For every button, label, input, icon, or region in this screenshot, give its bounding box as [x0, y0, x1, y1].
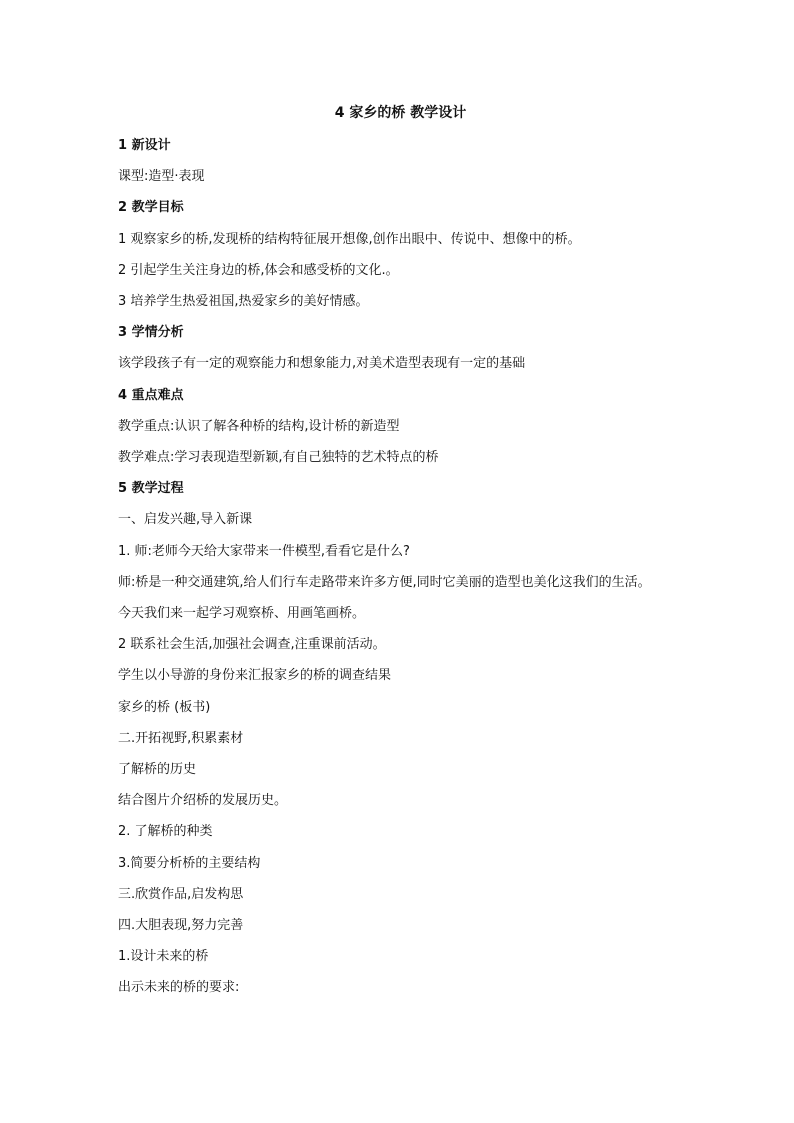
process-item-4-1: 1.设计未来的桥	[118, 949, 209, 965]
process-step-4: 四.大胆表现,努力完善	[118, 918, 244, 934]
document-body	[118, 100, 683, 1004]
student-report: 学生以小导游的身份来汇报家乡的桥的调查结果	[118, 668, 392, 684]
document-title: 4 家乡的桥 教学设计	[334, 105, 467, 121]
process-item-2-2: 2. 了解桥的种类	[118, 824, 213, 840]
bridge-history: 了解桥的历史	[118, 762, 197, 778]
process-item-1-2: 2 联系社会生活,加强社会调查,注重课前活动。	[118, 637, 386, 653]
key-point-text: 教学重点:认识了解各种桥的结构,设计桥的新造型	[118, 418, 400, 434]
todays-topic: 今天我们来一起学习观察桥、用画笔画桥。	[118, 606, 366, 622]
blackboard-title: 家乡的桥 (板书)	[118, 699, 211, 715]
process-item-1-1: 1. 师:老师今天给大家带来一件模型,看看它是什么?	[118, 543, 410, 559]
section-heading-key-points: 4 重点难点	[118, 387, 184, 403]
process-step-1: 一、启发兴趣,导入新课	[118, 512, 253, 528]
learner-analysis-text: 该学段孩子有一定的观察能力和想象能力,对美术造型表现有一定的基础	[118, 356, 526, 372]
section-heading-new-design: 1 新设计	[118, 138, 171, 153]
difficulty-text: 教学难点:学习表现造型新颖,有自己独特的艺术特点的桥	[118, 450, 439, 466]
process-step-2: 二.开拓视野,积累素材	[118, 730, 244, 746]
goal-item-1: 1 观察家乡的桥,发现桥的结构特征展开想像,创作出眼中、传说中、想像中的桥。	[118, 231, 581, 247]
process-step-3: 三.欣赏作品,启发构思	[118, 886, 244, 902]
section-heading-teaching-goals: 2 教学目标	[118, 200, 184, 216]
goal-item-2: 2 引起学生关注身边的桥,体会和感受桥的文化.。	[118, 262, 399, 278]
process-item-2-3: 3.简要分析桥的主要结构	[118, 855, 261, 871]
lesson-type: 课型:造型·表现	[118, 169, 205, 185]
teacher-explanation: 师:桥是一种交通建筑,给人们行车走路带来许多方便,同时它美丽的造型也美化这我们的生活。	[118, 574, 651, 590]
section-heading-learner-analysis: 3 学情分析	[118, 325, 184, 341]
goal-item-3: 3 培养学生热爱祖国,热爱家乡的美好情感。	[118, 294, 369, 310]
future-bridge-requirements: 出示未来的桥的要求:	[118, 980, 240, 996]
bridge-history-detail: 结合图片介绍桥的发展历史。	[118, 793, 288, 809]
section-heading-teaching-process: 5 教学过程	[118, 481, 184, 497]
